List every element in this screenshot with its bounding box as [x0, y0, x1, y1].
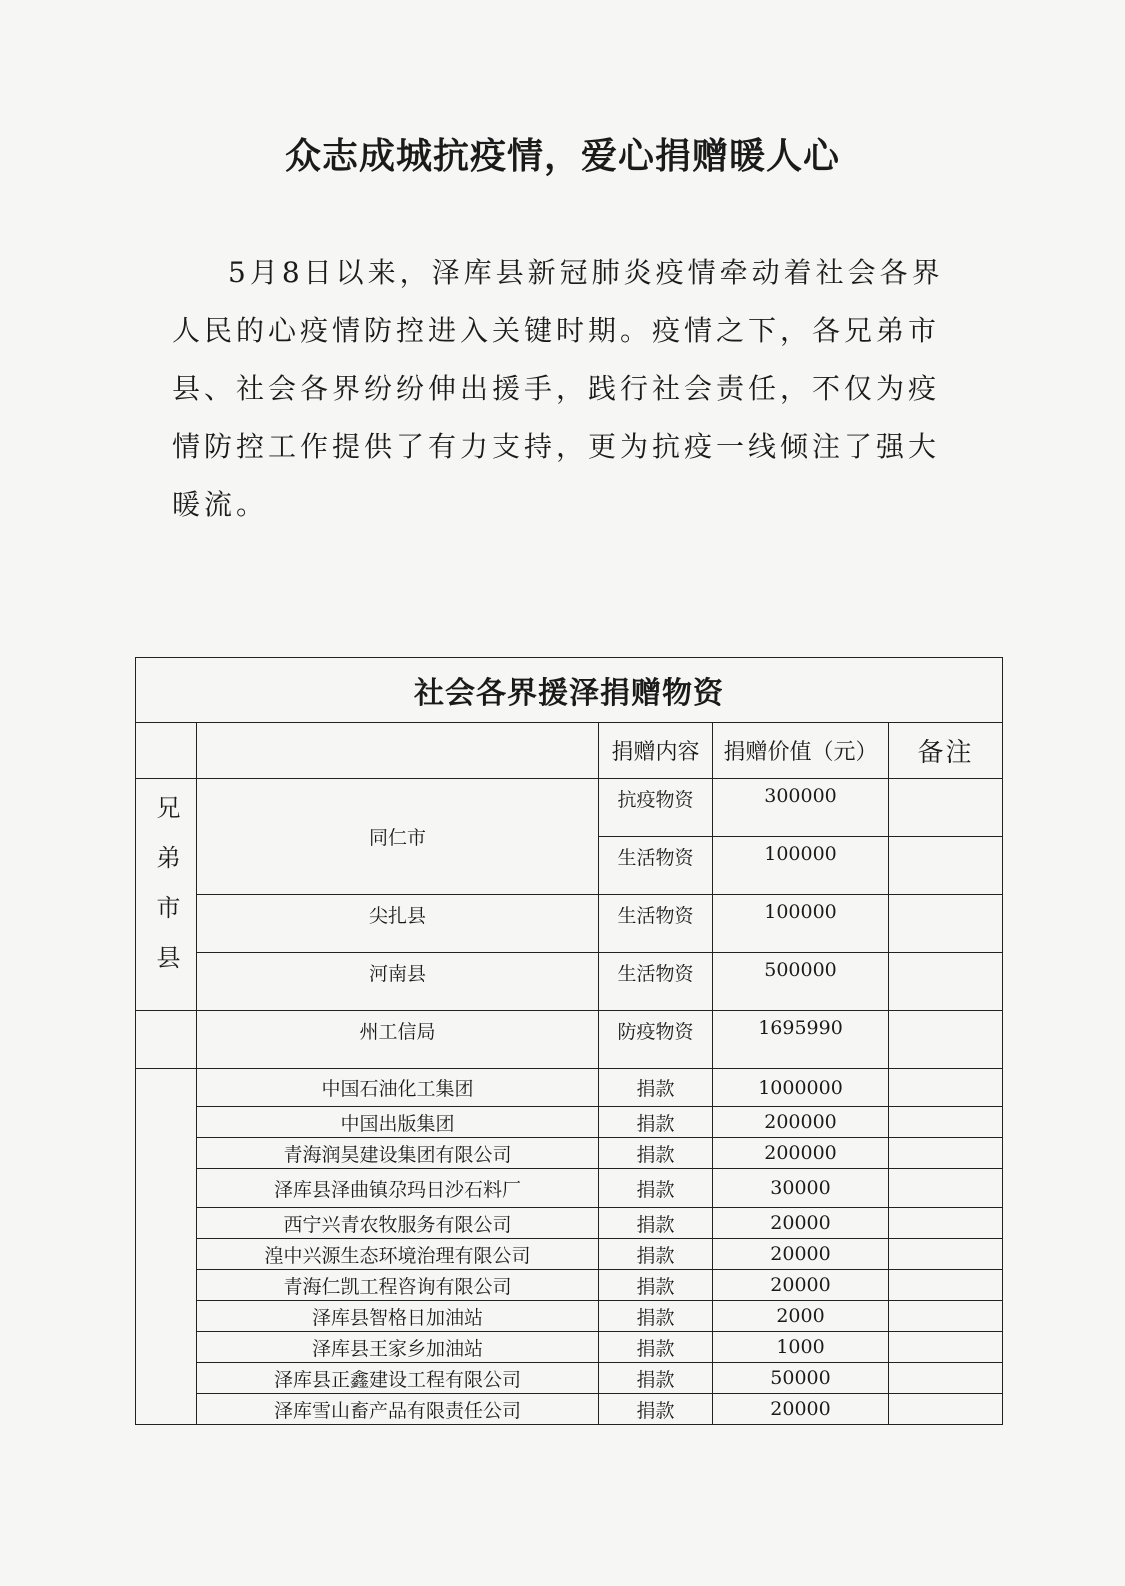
table-row: [136, 1239, 1003, 1270]
group-empty-cell: [136, 1069, 197, 1425]
value-cell: 1000000: [713, 1069, 889, 1107]
content-cell: 抗疫物资: [599, 779, 713, 837]
value-cell: 2000: [713, 1301, 889, 1332]
donor-cell: 中国石油化工集团: [197, 1069, 599, 1107]
table-row: [136, 1208, 1003, 1239]
donation-table: [135, 657, 1003, 1425]
content-cell: 捐款: [599, 1208, 713, 1239]
value-cell: 20000: [713, 1239, 889, 1270]
content-cell: 防疫物资: [599, 1011, 713, 1069]
content-cell: 捐款: [599, 1270, 713, 1301]
donor-cell: 尖扎县: [197, 895, 599, 953]
content-cell: 捐款: [599, 1169, 713, 1208]
table-row: [136, 1138, 1003, 1169]
donor-cell: 泽库县智格日加油站: [197, 1301, 599, 1332]
note-cell: [889, 1394, 1003, 1425]
header-note: 备注: [889, 723, 1003, 779]
table-row: [136, 953, 1003, 1011]
table-row: [136, 1069, 1003, 1107]
table-row: [136, 1363, 1003, 1394]
donor-cell: 泽库县王家乡加油站: [197, 1332, 599, 1363]
donor-cell: 州工信局: [197, 1011, 599, 1069]
value-cell: 200000: [713, 1107, 889, 1138]
table-header-row: [136, 723, 1003, 779]
value-cell: 1695990: [713, 1011, 889, 1069]
intro-paragraph: [172, 244, 952, 534]
note-cell: [889, 1239, 1003, 1270]
note-cell: [889, 1270, 1003, 1301]
donor-cell: 同仁市: [197, 779, 599, 895]
group-empty-cell: [136, 1011, 197, 1069]
intro-text: 5月8日以来，泽库县新冠肺炎疫情牵动着社会各界人民的心疫情防控进入关键时期。疫情之下，各兄弟市县、社会各界纷纷伸出援手，践行社会责任，不仅为疫情防控工作提供了有力支持，更为抗疫一线倾注了强大暖流。: [172, 256, 944, 521]
note-cell: [889, 1069, 1003, 1107]
table-row: [136, 1394, 1003, 1425]
note-cell: [889, 1332, 1003, 1363]
donor-cell: 泽库县正鑫建设工程有限公司: [197, 1363, 599, 1394]
note-cell: [889, 1107, 1003, 1138]
page-title: 众志成城抗疫情，爱心捐赠暖人心: [284, 136, 840, 177]
content-cell: 捐款: [599, 1107, 713, 1138]
value-cell: 1000: [713, 1332, 889, 1363]
table-title: 社会各界援泽捐赠物资: [136, 658, 1003, 723]
note-cell: [889, 953, 1003, 1011]
table-row: [136, 779, 1003, 837]
content-cell: 捐款: [599, 1394, 713, 1425]
content-cell: 捐款: [599, 1069, 713, 1107]
content-cell: 捐款: [599, 1363, 713, 1394]
note-cell: [889, 895, 1003, 953]
table-row: [136, 1107, 1003, 1138]
donor-cell: 西宁兴青农牧服务有限公司: [197, 1208, 599, 1239]
note-cell: [889, 1011, 1003, 1069]
note-cell: [889, 1138, 1003, 1169]
header-content: 捐赠内容: [599, 723, 713, 779]
content-cell: 捐款: [599, 1138, 713, 1169]
value-cell: 20000: [713, 1208, 889, 1239]
note-cell: [889, 1208, 1003, 1239]
header-empty-cell: [136, 723, 197, 779]
donor-cell: 河南县: [197, 953, 599, 1011]
donor-cell: 青海润昊建设集团有限公司: [197, 1138, 599, 1169]
table-row: [136, 1270, 1003, 1301]
table-row: [136, 1011, 1003, 1069]
note-cell: [889, 1301, 1003, 1332]
donor-cell: 泽库雪山畜产品有限责任公司: [197, 1394, 599, 1425]
content-cell: 生活物资: [599, 953, 713, 1011]
value-cell: 300000: [713, 779, 889, 837]
value-cell: 500000: [713, 953, 889, 1011]
note-cell: [889, 837, 1003, 895]
note-cell: [889, 779, 1003, 837]
table-row: [136, 895, 1003, 953]
value-cell: 100000: [713, 895, 889, 953]
table-row: [136, 1169, 1003, 1208]
header-value: 捐赠价值（元）: [713, 723, 889, 779]
content-cell: 生活物资: [599, 895, 713, 953]
donor-cell: 中国出版集团: [197, 1107, 599, 1138]
value-cell: 100000: [713, 837, 889, 895]
value-cell: 30000: [713, 1169, 889, 1208]
donor-cell: 青海仁凯工程咨询有限公司: [197, 1270, 599, 1301]
value-cell: 20000: [713, 1394, 889, 1425]
content-cell: 捐款: [599, 1332, 713, 1363]
donor-cell: 泽库县泽曲镇尕玛日沙石料厂: [197, 1169, 599, 1208]
content-cell: 生活物资: [599, 837, 713, 895]
donor-cell: 湟中兴源生态环境治理有限公司: [197, 1239, 599, 1270]
header-donor-cell: [197, 723, 599, 779]
content-cell: 捐款: [599, 1301, 713, 1332]
content-cell: 捐款: [599, 1239, 713, 1270]
value-cell: 20000: [713, 1270, 889, 1301]
group-label-brother-cities: 兄弟市县: [136, 779, 197, 1011]
value-cell: 50000: [713, 1363, 889, 1394]
note-cell: [889, 1363, 1003, 1394]
table-row: [136, 1332, 1003, 1363]
table-row: [136, 1301, 1003, 1332]
note-cell: [889, 1169, 1003, 1208]
value-cell: 200000: [713, 1138, 889, 1169]
